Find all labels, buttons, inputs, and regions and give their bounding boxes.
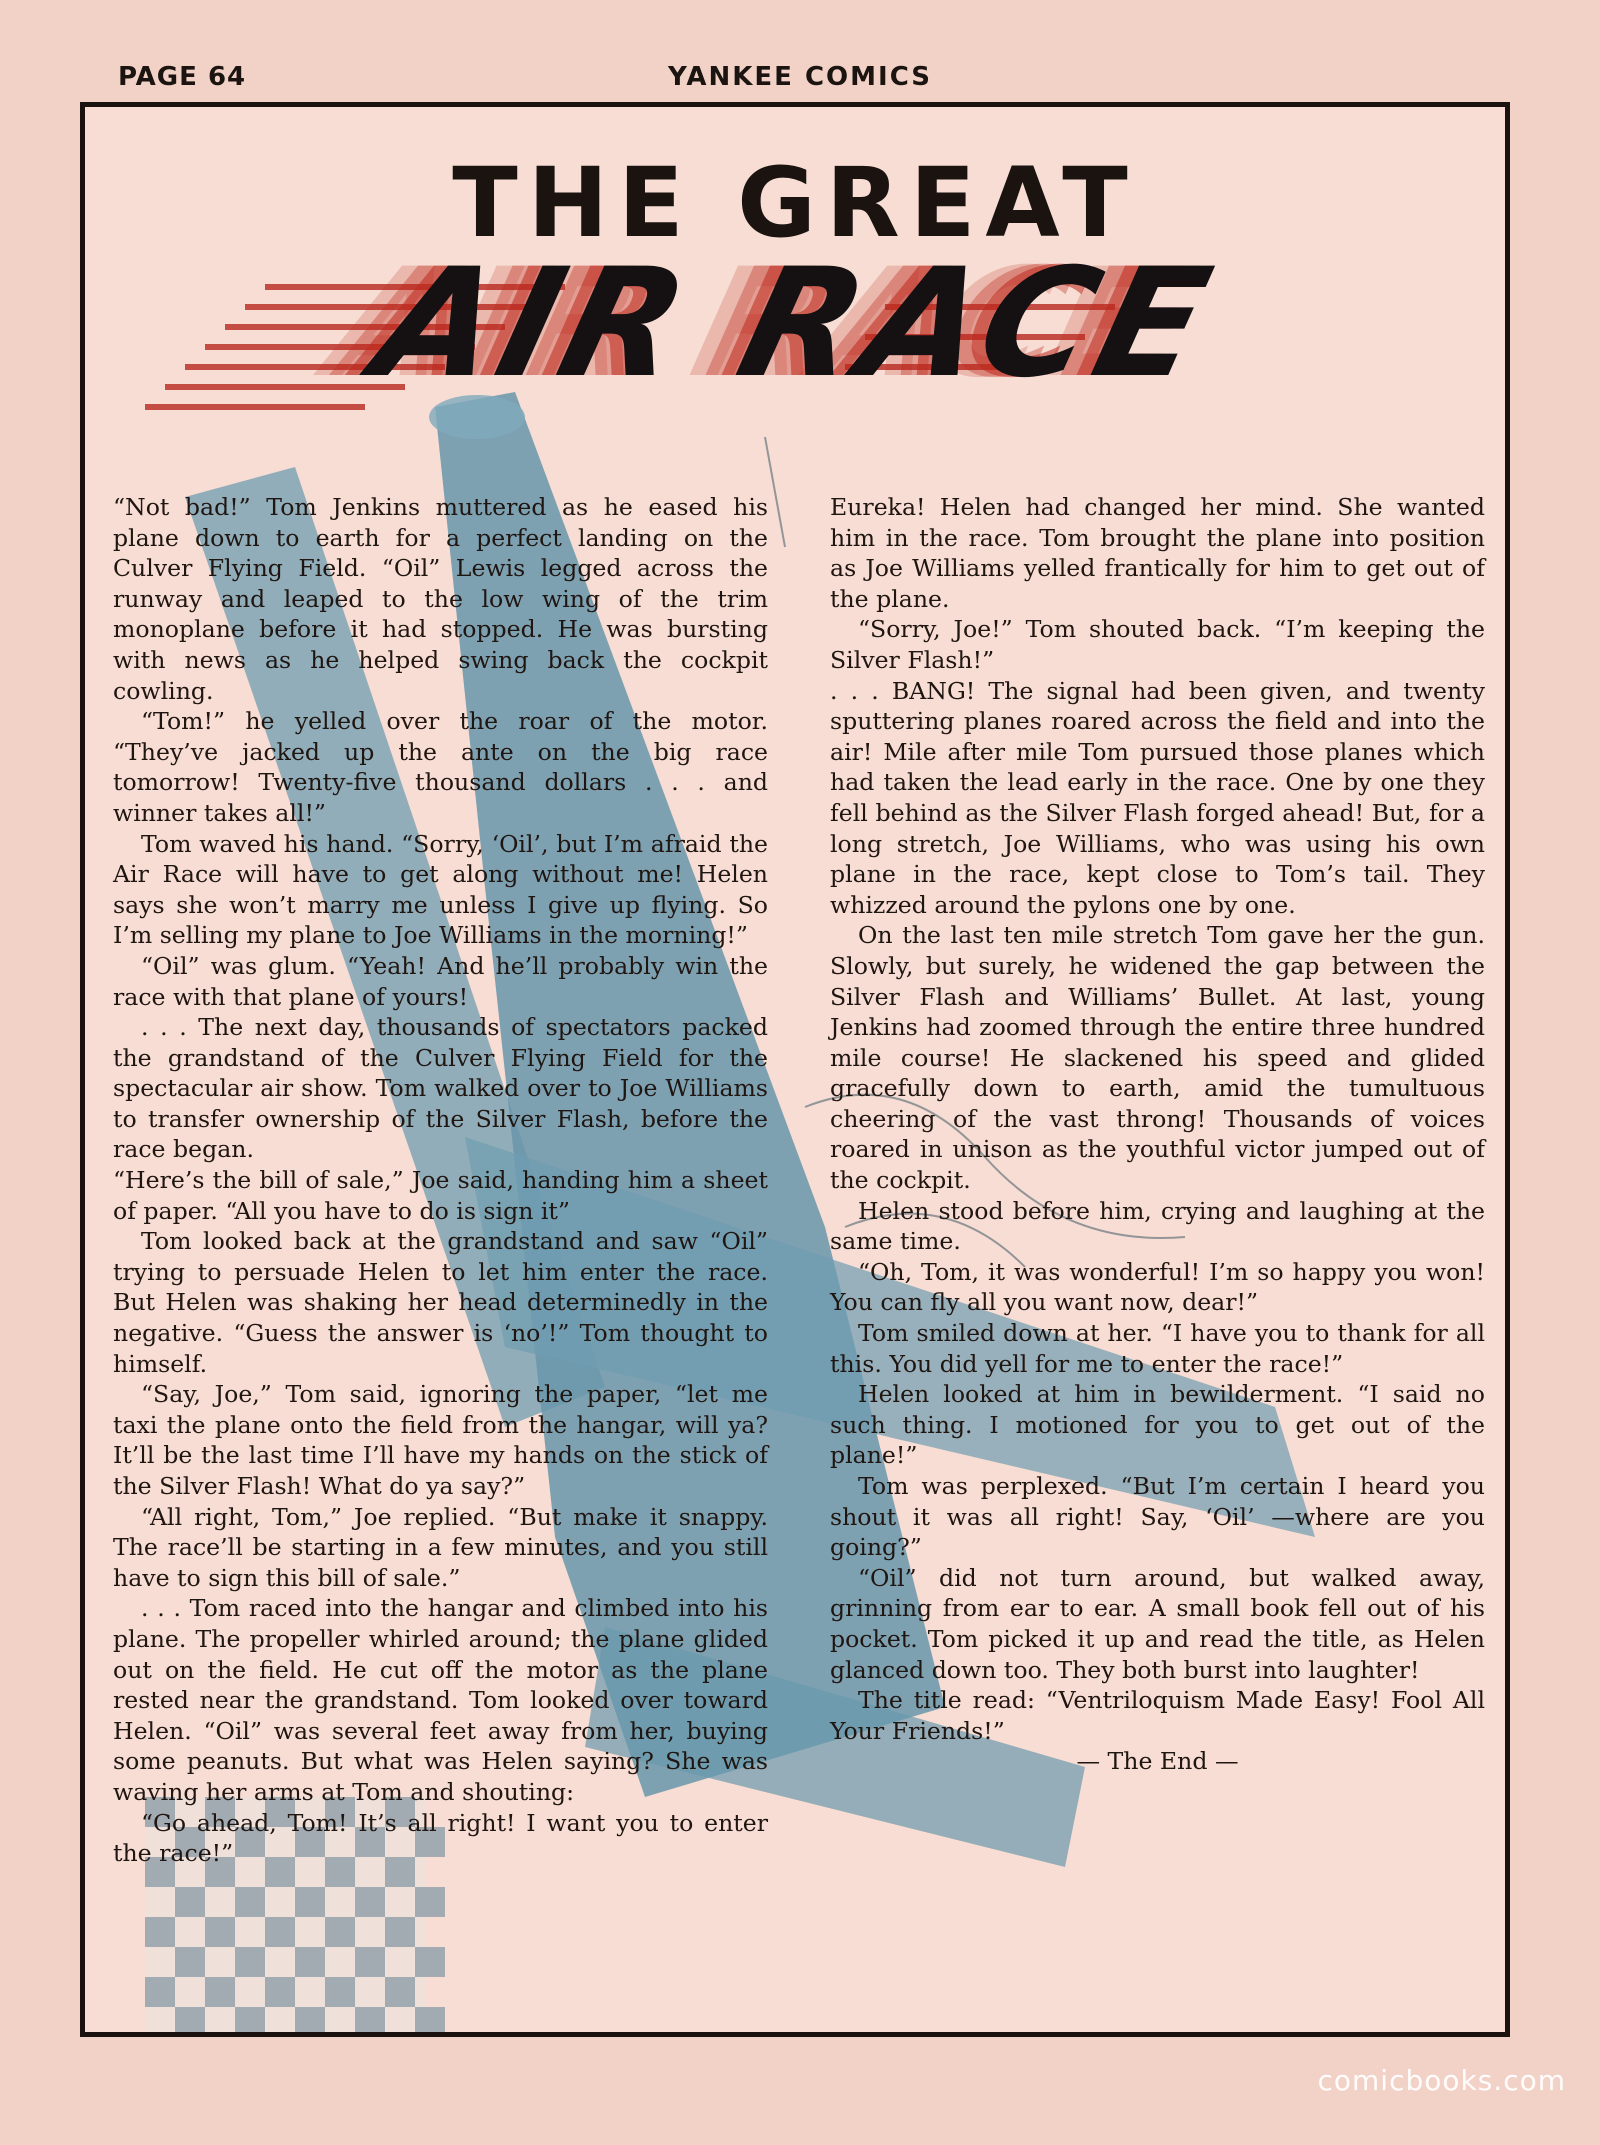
story-paragraph: “Not bad!” Tom Jenkins muttered as he eased his plane down to earth for a perfect landing on the Culver Flying Field. “Oil” Lewis legged across the runway and leaped to the low wing of the trim monoplane before it had stopped. He was bursting with news as he helped swing back the cockpit cowling. (113, 493, 768, 705)
story-paragraph: . . . BANG! The signal had been given, and twenty sputtering planes roared across the field and into the air! Mile after mile Tom pursued those planes which had taken the lead early in the race. One by one they fell behind as the Silver Flash forged ahead! But, for a long stretch, Joe Williams, who was using his own plane in the race, kept close to Tom’s tail. They whizzed around the pylons one by one. (830, 676, 1485, 919)
story-paragraph: . . . The next day, thousands of spectators packed the grandstand of the Culver Flying Field for the spectacular air show. Tom walked over to Joe Williams to transfer ownership of the Silver Flash, before the race began. (113, 1013, 768, 1164)
story-paragraph: “Go ahead, Tom! It’s all right! I want you to enter the race!” (113, 1808, 768, 1868)
end-mark: — The End — (1076, 1747, 1239, 1776)
story-paragraph: Helen looked at him in bewilderment. “I said no such thing. I motioned for you to get out of the plane!” (830, 1380, 1485, 1470)
story-column-left (113, 492, 768, 1869)
story-paragraph: Eureka! Helen had changed her mind. She wanted him in the race. Tom brought the plane into position as Joe Williams yelled frantically for him to get out of the plane. (830, 493, 1485, 613)
story-paragraph: “Tom!” he yelled over the roar of the motor. “They’ve jacked up the ante on the big race tomorrow! Twenty-five thousand dollars . . . and winner takes all!” (113, 707, 768, 827)
story-paragraph: “Oil” was glum. “Yeah! And he’ll probably win the race with that plane of yours! (113, 951, 768, 1011)
story-title-line2: AIR RACE (359, 237, 1231, 411)
story-title-line1: THE GREAT (452, 147, 1138, 259)
story-paragraph: “Say, Joe,” Tom said, ignoring the paper, “let me taxi the plane onto the field from the hangar, will ya? It’ll be the last time I’ll have my hands on the stick of the Silver Flash! What do ya say?” (113, 1380, 768, 1500)
page-header (0, 0, 1600, 100)
publication-title: YANKEE COMICS (668, 62, 932, 92)
story-paragraph: “All right, Tom,” Joe replied. “But make it snappy. The race’ll be starting in a few minutes, and you still have to sign this bill of sale.” (113, 1502, 768, 1592)
story-paragraph: “Oil” did not turn around, but walked away, grinning from ear to ear. A small book fell out of his pocket. Tom picked it up and read the title, as Helen glanced down too. They both burst into laughter! (830, 1563, 1485, 1684)
story-paragraph: Helen stood before him, crying and laughing at the same time. (830, 1196, 1485, 1256)
story-paragraph: Tom was perplexed. “But I’m certain I heard you shout it was all right! Say, ‘Oil’ —where are you going?” (830, 1472, 1485, 1562)
story-paragraph: Tom smiled down at her. “I have you to thank for all this. You did yell for me to enter the race!” (830, 1319, 1485, 1378)
page-number: PAGE 64 (118, 62, 247, 92)
story-paragraph: “Sorry, Joe!” Tom shouted back. “I’m keeping the Silver Flash!” (830, 615, 1485, 674)
story-paragraph: Tom looked back at the grandstand and saw “Oil” trying to persuade Helen to let him enter the race. But Helen was shaking her head determinedly in the negative. “Guess the answer is ‘no’!” Tom thought to himself. (113, 1227, 768, 1378)
story-paragraph: The title read: “Ventriloquism Made Easy! Fool All Your Friends!” (830, 1686, 1485, 1745)
story-paragraph: “Here’s the bill of sale,” Joe said, handing him a sheet of paper. “All you have to do is sign it” (113, 1166, 768, 1225)
story-paragraph: . . . Tom raced into the hangar and climbed into his plane. The propeller whirled around; the plane glided out on the field. He cut off the motor as the plane rested near the grandstand. Tom looked over toward Helen. “Oil” was several feet away from her, buying some peanuts. But what was Helen saying? She was waving her arms at Tom and shouting: (113, 1594, 768, 1806)
story-paragraph: “Oh, Tom, it was wonderful! I’m so happy you won! You can fly all you want now, dear!” (830, 1257, 1485, 1317)
story-column-right (830, 492, 1485, 1777)
watermark: comicbooks.com (1317, 2064, 1566, 2097)
story-frame (80, 102, 1510, 2037)
story-paragraph: On the last ten mile stretch Tom gave her the gun. Slowly, but surely, he widened the gap between the Silver Flash and Williams’ Bullet. At last, young Jenkins had zoomed through the entire three hundred mile course! He slackened his speed and glided gracefully down to earth, amid the tumultuous cheering of the vast throng! Thousands of voices roared in unison as the youthful victor jumped out of the cockpit. (830, 921, 1485, 1195)
story-paragraph: Tom waved his hand. “Sorry, ‘Oil’, but I’m afraid the Air Race will have to get along without me! Helen says she won’t marry me unless I give up flying. So I’m selling my plane to Joe Williams in the morning!” (113, 829, 768, 950)
